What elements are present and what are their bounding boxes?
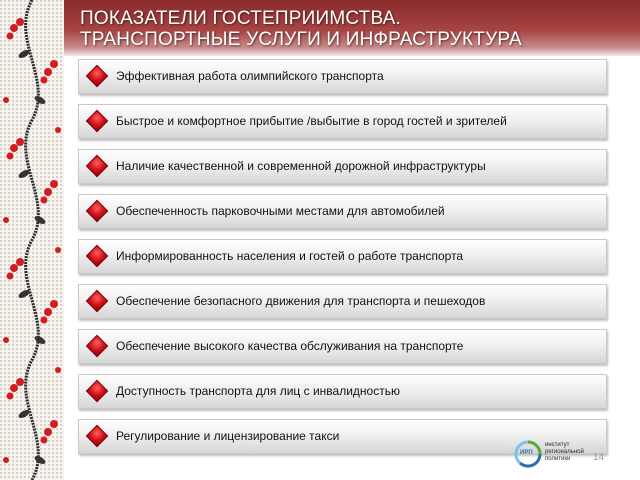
list-item-6: [78, 284, 607, 319]
list-item-4: [78, 194, 607, 229]
list-item-label: Обеспеченность парковочными местами для автомобилей: [116, 204, 445, 218]
logo-line-2: региональной: [545, 449, 584, 455]
list-item-label: Обеспечение высокого качества обслуживания на транспорте: [116, 339, 464, 353]
title-line-2: ТРАНСПОРТНЫЕ УСЛУГИ И ИНФРАСТРУКТУРА: [80, 29, 522, 50]
list-item-5: [78, 239, 607, 274]
red-diamond-icon: [87, 291, 107, 311]
embroidery-ornament: [0, 0, 64, 480]
logo-caption: [545, 442, 593, 463]
list-item-7: [78, 329, 607, 364]
list-item-label: Информированность населения и гостей о работе транспорта: [116, 249, 464, 263]
list-item-label: Доступность транспорта для лиц с инвалидностью: [116, 384, 400, 398]
title-line-1: ПОКАЗАТЕЛИ ГОСТЕПРИИМСТВА.: [80, 8, 402, 29]
logo-line-1: институт: [545, 442, 570, 448]
red-diamond-icon: [87, 246, 107, 266]
red-diamond-icon: [87, 201, 107, 221]
list-item-3: [78, 149, 607, 184]
red-diamond-icon: [87, 111, 107, 131]
list-item-label: Быстрое и комфортное прибытие /выбытие в город гостей и зрителей: [116, 114, 507, 128]
list-item-label: Наличие качественной и современной дорожной инфраструктуры: [116, 159, 486, 173]
red-diamond-icon: [87, 381, 107, 401]
list-item-8: [78, 374, 607, 409]
page-title: [80, 8, 522, 50]
list-item-1: [78, 59, 607, 94]
list-item-label: Обеспечение безопасного движения для транспорта и пешеходов: [116, 294, 486, 308]
list-item-label: Эффективная работа олимпийского транспорта: [116, 69, 384, 83]
red-diamond-icon: [87, 426, 107, 446]
logo-line-3: политики: [545, 456, 571, 462]
list-item-label: Регулирование и лицензирование такси: [116, 429, 340, 443]
red-diamond-icon: [87, 336, 107, 356]
page-number: 14: [593, 452, 605, 463]
list-item-2: [78, 104, 607, 139]
ornament-pattern: [0, 0, 64, 480]
institute-logo: [514, 438, 594, 472]
logo-abbreviation: ИРП: [520, 450, 533, 456]
red-diamond-icon: [87, 66, 107, 86]
red-diamond-icon: [87, 156, 107, 176]
